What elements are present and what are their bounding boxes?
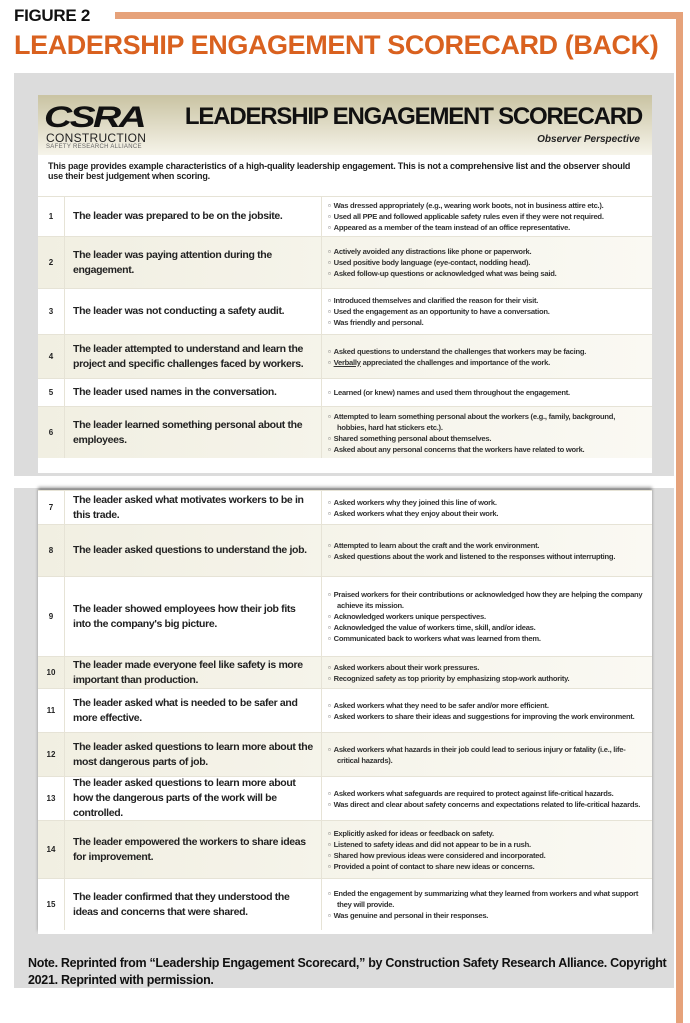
row-statement: The leader made everyone feel like safety is more important than production.	[65, 657, 322, 688]
row-number: 8	[38, 525, 65, 576]
logo-line2: SAFETY RESEARCH ALLIANCE	[46, 144, 142, 150]
figure-title: LEADERSHIP ENGAGEMENT SCORECARD (BACK)	[14, 30, 659, 60]
scorecard-page-2	[38, 490, 652, 934]
csra-logo: CSRA	[44, 101, 145, 134]
row-characteristics	[322, 657, 652, 688]
table-row	[38, 524, 652, 576]
characteristic-item: ▫ Asked about any personal concerns that the workers have related to work.	[328, 444, 646, 455]
row-number: 1	[38, 197, 65, 236]
characteristic-item: ▫ Attempted to learn about the craft and the work environment.	[328, 540, 646, 551]
characteristic-item: ▫ Praised workers for their contributions or acknowledged how they are helping the company achieve its mission.	[328, 589, 646, 611]
table-row	[38, 334, 652, 378]
characteristic-item: ▫ Listened to safety ideas and did not appear to be in a rush.	[328, 839, 646, 850]
row-number: 5	[38, 379, 65, 406]
row-statement: The leader learned something personal about the employees.	[65, 407, 322, 458]
characteristic-item: ▫ Learned (or knew) names and used them throughout the engagement.	[328, 387, 646, 398]
table-row	[38, 196, 652, 236]
characteristic-item: ▫ Shared something personal about themselves.	[328, 433, 646, 444]
table-row	[38, 378, 652, 406]
row-statement: The leader confirmed that they understood the ideas and concerns that were shared.	[65, 879, 322, 930]
row-characteristics	[322, 197, 652, 236]
table-row	[38, 656, 652, 688]
row-statement: The leader was paying attention during the engagement.	[65, 237, 322, 288]
row-number: 2	[38, 237, 65, 288]
row-characteristics	[322, 407, 652, 458]
row-number: 7	[38, 491, 65, 524]
scorecard-title: LEADERSHIP ENGAGEMENT SCORECARD	[184, 103, 642, 130]
row-statement: The leader showed employees how their job fits into the company's big picture.	[65, 577, 322, 656]
table-row	[38, 878, 652, 930]
row-characteristics	[322, 689, 652, 732]
row-statement: The leader attempted to understand and learn the project and specific challenges faced by workers.	[65, 335, 322, 378]
characteristic-item: ▫ Asked workers what hazards in their job could lead to serious injury or fatality (i.e., life-critical hazards).	[328, 744, 646, 766]
characteristic-item: ▫ Asked workers what they need to be safer and/or more efficient.	[328, 700, 646, 711]
row-number: 3	[38, 289, 65, 334]
row-statement: The leader used names in the conversation.	[65, 379, 322, 406]
characteristic-item: ▫ Asked questions to understand the challenges that workers may be facing.	[328, 346, 646, 357]
table-row	[38, 820, 652, 878]
characteristic-item: ▫ Asked workers about their work pressures.	[328, 662, 646, 673]
row-number: 13	[38, 777, 65, 820]
characteristic-item: ▫ Was genuine and personal in their responses.	[328, 910, 646, 921]
characteristic-item: ▫ Asked follow-up questions or acknowledged what was being said.	[328, 268, 646, 279]
row-characteristics	[322, 237, 652, 288]
row-statement: The leader asked questions to learn more about how the dangerous parts of the work will be controlled.	[65, 777, 322, 820]
characteristic-item: ▫ Was direct and clear about safety concerns and expectations related to life-critical hazards.	[328, 799, 646, 810]
characteristic-item: ▫ Used positive body language (eye-contact, nodding head).	[328, 257, 646, 268]
characteristic-item: ▫ Communicated back to workers what was learned from them.	[328, 633, 646, 644]
characteristic-item: ▫ Recognized safety as top priority by emphasizing stop-work authority.	[328, 673, 646, 684]
characteristic-item: ▫ Was dressed appropriately (e.g., wearing work boots, not in business attire etc.).	[328, 200, 646, 211]
intro-text: This page provides example characteristics of a high-quality leadership engagement. This is not a comprehensive list and the observer should use their best judgement when scoring.	[48, 161, 631, 181]
criteria-table-2	[38, 490, 652, 930]
figure-note: Note. Reprinted from “Leadership Engagement Scorecard,” by Construction Safety Research Alliance. Copyright 2021. Reprinted with permission.	[28, 956, 667, 987]
characteristic-item: ▫ Asked workers what safeguards are required to protect against life-critical hazards.	[328, 788, 646, 799]
characteristic-item: ▫ Asked workers to share their ideas and suggestions for improving the work environment.	[328, 711, 646, 722]
characteristic-item: ▫ Explicitly asked for ideas or feedback on safety.	[328, 828, 646, 839]
row-statement: The leader was not conducting a safety audit.	[65, 289, 322, 334]
scorecard-subtitle: Observer Perspective	[537, 134, 640, 145]
characteristic-item: ▫ Acknowledged workers unique perspectives.	[328, 611, 646, 622]
table-row	[38, 732, 652, 776]
characteristic-item: ▫ Used all PPE and followed applicable safety rules even if they were not required.	[328, 211, 646, 222]
row-number: 12	[38, 733, 65, 776]
row-characteristics	[322, 379, 652, 406]
row-characteristics	[322, 577, 652, 656]
table-row	[38, 576, 652, 656]
table-row	[38, 406, 652, 458]
page-gap	[14, 476, 674, 488]
characteristic-item: ▫ Asked questions about the work and listened to the responses without interrupting.	[328, 551, 646, 562]
row-statement: The leader asked what is needed to be safer and more effective.	[65, 689, 322, 732]
characteristic-item: ▫ Provided a point of contact to share new ideas or concerns.	[328, 861, 646, 872]
row-number: 11	[38, 689, 65, 732]
row-number: 6	[38, 407, 65, 458]
scorecard-page-1	[38, 95, 652, 473]
row-characteristics	[322, 879, 652, 930]
characteristic-text: appreciated the challenges and importance of the work.	[360, 357, 550, 367]
characteristic-item: ▫ Shared how previous ideas were considered and incorporated.	[328, 850, 646, 861]
row-characteristics	[322, 491, 652, 524]
row-number: 10	[38, 657, 65, 688]
table-row	[38, 688, 652, 732]
characteristic-item: ▫ Asked workers why they joined this line of work.	[328, 497, 646, 508]
logo-line1: CONSTRUCTION	[46, 131, 147, 145]
row-characteristics	[322, 289, 652, 334]
row-characteristics	[322, 335, 652, 378]
row-characteristics	[322, 733, 652, 776]
table-row	[38, 776, 652, 820]
table-row	[38, 490, 652, 524]
row-number: 4	[38, 335, 65, 378]
row-number: 14	[38, 821, 65, 878]
row-statement: The leader asked questions to understand the job.	[65, 525, 322, 576]
row-characteristics	[322, 821, 652, 878]
underlined-word: Verbally	[333, 357, 361, 367]
row-characteristics	[322, 777, 652, 820]
characteristic-item: ▫ Appeared as a member of the team instead of an office representative.	[328, 222, 646, 233]
row-statement: The leader asked what motivates workers to be in this trade.	[65, 491, 322, 524]
characteristic-item: ▫ Actively avoided any distractions like phone or paperwork.	[328, 246, 646, 257]
criteria-table-1	[38, 196, 652, 458]
characteristic-item: ▫ Acknowledged the value of workers time, skill, and/or ideas.	[328, 622, 646, 633]
scorecard-header	[38, 95, 652, 155]
characteristic-item: ▫ Was friendly and personal.	[328, 317, 646, 328]
row-characteristics	[322, 525, 652, 576]
row-number: 9	[38, 577, 65, 656]
characteristic-item: ▫ Introduced themselves and clarified the reason for their visit.	[328, 295, 646, 306]
table-row	[38, 288, 652, 334]
characteristic-item	[328, 357, 646, 368]
row-statement: The leader was prepared to be on the jobsite.	[65, 197, 322, 236]
row-statement: The leader asked questions to learn more about the most dangerous parts of job.	[65, 733, 322, 776]
table-row	[38, 236, 652, 288]
row-statement: The leader empowered the workers to share ideas for improvement.	[65, 821, 322, 878]
orange-frame-top	[115, 12, 683, 19]
orange-frame-right	[676, 12, 683, 1023]
characteristic-item: ▫ Asked workers what they enjoy about their work.	[328, 508, 646, 519]
characteristic-item: ▫ Attempted to learn something personal about the workers (e.g., family, background, hobbies, hard hat stickers etc.).	[328, 411, 646, 433]
characteristic-item: ▫ Ended the engagement by summarizing what they learned from workers and what support they will provide.	[328, 888, 646, 910]
row-number: 15	[38, 879, 65, 930]
figure-label: FIGURE 2	[14, 6, 91, 25]
characteristic-item: ▫ Used the engagement as an opportunity to have a conversation.	[328, 306, 646, 317]
